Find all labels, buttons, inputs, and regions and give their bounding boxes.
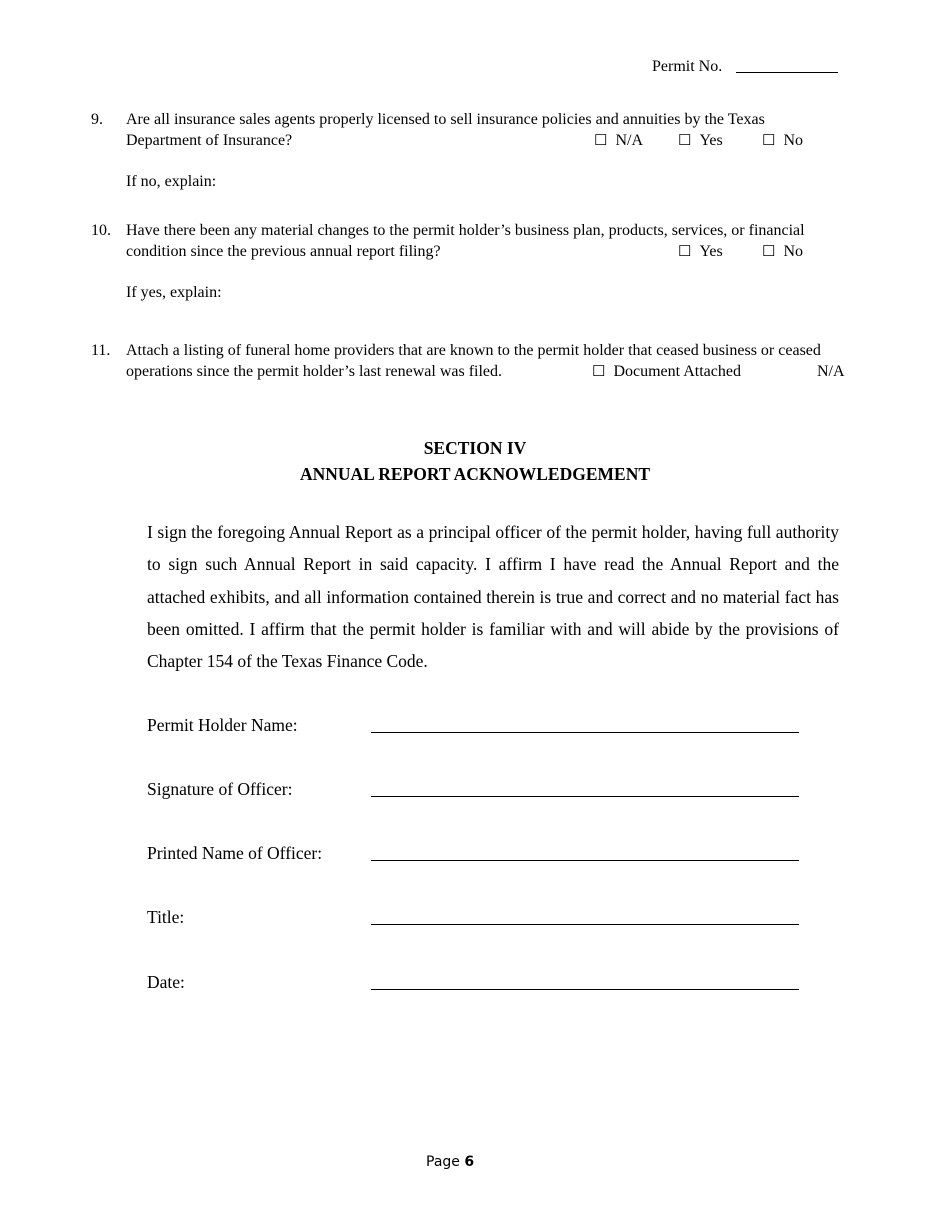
date-label: Date:	[147, 972, 185, 992]
question-11-text-line2: operations since the permit holder’s last renewal was filed.	[126, 363, 503, 380]
q10-option-yes-label: Yes	[699, 243, 723, 260]
checkbox-icon[interactable]: ☐	[594, 133, 608, 149]
checkbox-icon[interactable]: ☐	[678, 244, 692, 260]
question-10-number: 10.	[91, 222, 111, 239]
printed-name-field[interactable]	[371, 860, 799, 861]
question-9-explain: If no, explain:	[126, 173, 217, 190]
checkbox-icon[interactable]: ☐	[678, 133, 692, 149]
date-field[interactable]	[371, 989, 799, 990]
permit-holder-name-field[interactable]	[371, 732, 799, 733]
page-footer	[426, 1154, 474, 1170]
acknowledgement-paragraph: I sign the foregoing Annual Report as a principal officer of the permit holder, having full authority to sign such Annual Report in said capacity. I affirm I have read the Annual Report and the attached exhibits, and all information contained therein is true and correct and no material fact has been omitted. I affirm that the permit holder is familiar with and will abide by the provisions of Chapter 154 of the Texas Finance Code.	[147, 522, 839, 672]
q10-option-yes[interactable]	[678, 241, 723, 263]
printed-name-label: Printed Name of Officer:	[147, 843, 323, 863]
question-9-text-line1: Are all insurance sales agents properly licensed to sell insurance policies and annuities by the Texas	[126, 111, 765, 128]
q11-option-na: N/A	[817, 363, 845, 380]
q9-option-no-label: No	[783, 132, 804, 149]
title-label: Title:	[147, 907, 185, 927]
permit-holder-name-label: Permit Holder Name:	[147, 715, 298, 735]
q11-option-document-label: Document Attached	[613, 363, 741, 380]
checkbox-icon[interactable]: ☐	[762, 133, 776, 149]
checkbox-icon[interactable]: ☐	[592, 364, 606, 380]
section-subtitle: ANNUAL REPORT ACKNOWLEDGEMENT	[299, 464, 651, 484]
signature-label: Signature of Officer:	[147, 779, 293, 799]
q9-option-na[interactable]	[594, 130, 643, 152]
q9-option-na-label: N/A	[615, 132, 644, 149]
q9-option-no[interactable]	[762, 130, 803, 152]
question-9-text-line2: Department of Insurance?	[126, 132, 293, 149]
question-10-explain: If yes, explain:	[126, 284, 222, 301]
page-number: 6	[464, 1154, 475, 1170]
question-9-number: 9.	[91, 111, 103, 128]
permit-number-field[interactable]	[736, 72, 838, 73]
q11-option-document-attached[interactable]	[592, 361, 741, 383]
q9-option-yes-label: Yes	[699, 132, 723, 149]
question-11-number: 11.	[91, 342, 111, 359]
section-title: SECTION IV	[423, 438, 527, 458]
permit-number-label: Permit No.	[652, 58, 723, 75]
question-11-text-line1: Attach a listing of funeral home providers that are known to the permit holder that ceased business or ceased	[126, 342, 821, 359]
signature-field[interactable]	[371, 796, 799, 797]
q9-option-yes[interactable]	[678, 130, 723, 152]
page-label: Page	[426, 1154, 460, 1170]
q10-option-no[interactable]	[762, 241, 803, 263]
title-field[interactable]	[371, 924, 799, 925]
question-10-text-line2: condition since the previous annual report filing?	[126, 243, 441, 260]
checkbox-icon[interactable]: ☐	[762, 244, 776, 260]
q10-option-no-label: No	[783, 243, 804, 260]
question-10-text-line1: Have there been any material changes to the permit holder’s business plan, products, services, or financial	[126, 222, 805, 239]
